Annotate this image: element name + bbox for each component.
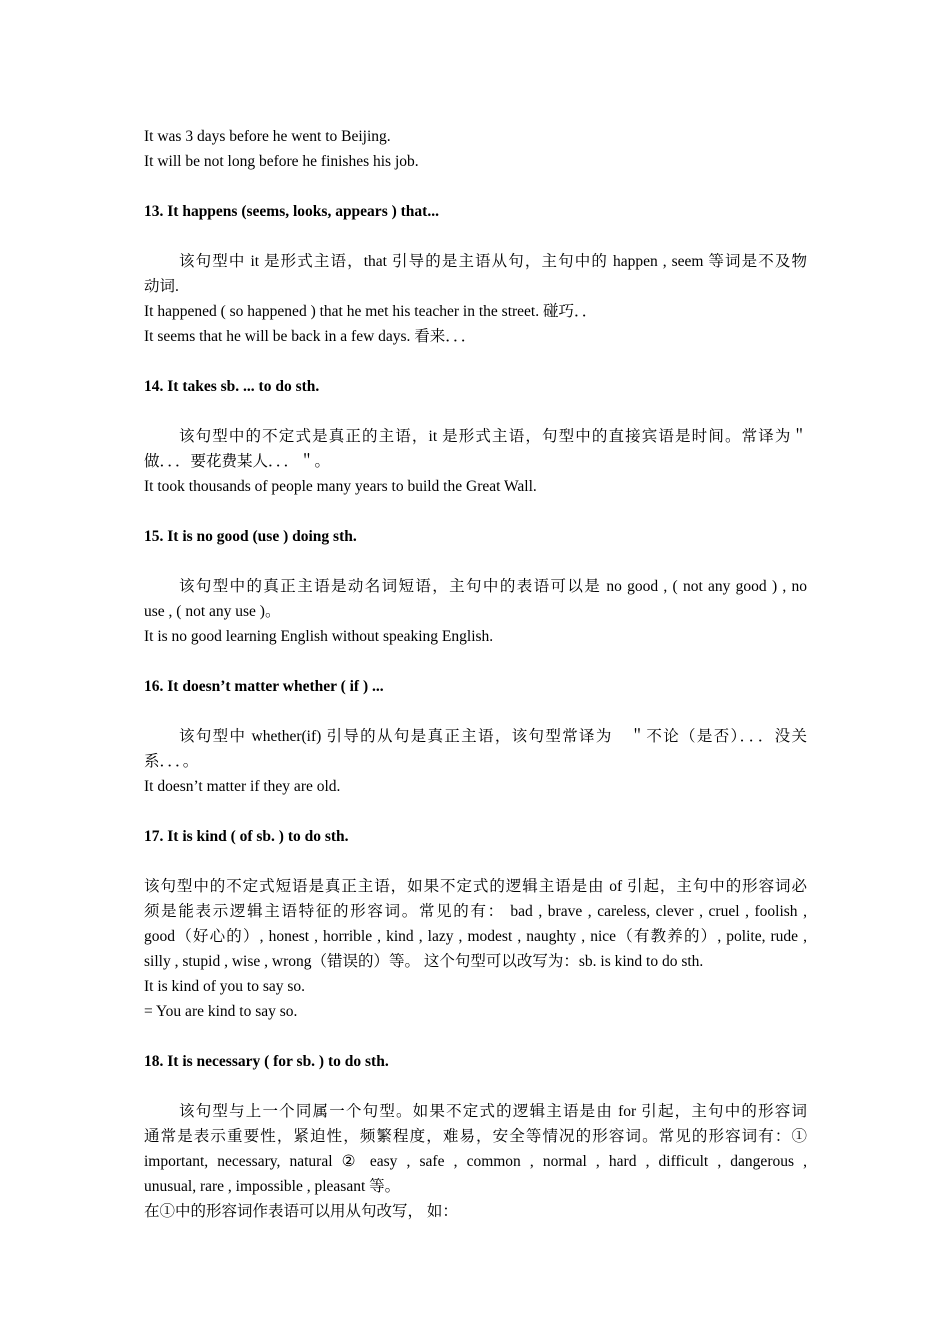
- text-line: unusual, rare , impossible , pleasant 等。: [144, 1178, 401, 1195]
- text-line: = You are kind to say so.: [144, 1003, 298, 1020]
- text-line: 动词.: [144, 278, 179, 295]
- blank-line: [144, 349, 807, 374]
- paragraph-line: good（好心的）, honest , horrible , kind , lazy , modest , naughty , nice（有教养的）, polite, rude ,: [144, 928, 807, 945]
- text-line: It was 3 days before he went to Beijing.: [144, 128, 391, 145]
- text-line: silly , stupid , wise , wrong（错误的）等。 这个句型可以改写为：sb. is kind to do sth.: [144, 953, 704, 970]
- text-line: 做．．．要花费某人．．．＂。: [144, 453, 331, 470]
- text-line: It seems that he will be back in a few days. 看来．．．: [144, 328, 477, 345]
- paragraph-first-line: 该句型中 whether(if) 引导的从句是真正主语，该句型常译为 ＂不论（是否）．．．没关: [179, 728, 807, 745]
- text-line: use , ( not any use )。: [144, 603, 281, 620]
- section-heading: 13. It happens (seems, looks, appears ) that...: [144, 203, 439, 220]
- blank-line: [144, 499, 807, 524]
- blank-line: [144, 849, 807, 874]
- section-heading: 17. It is kind ( of sb. ) to do sth.: [144, 828, 349, 845]
- text-line: It is kind of you to say so.: [144, 978, 306, 995]
- text-line: It happened ( so happened ) that he met his teacher in the street. 碰巧．．: [144, 303, 598, 320]
- blank-line: [144, 174, 807, 199]
- blank-line: [144, 649, 807, 674]
- blank-line: [144, 549, 807, 574]
- text-line: 在①中的形容词作表语可以用从句改写， 如：: [144, 1203, 458, 1220]
- blank-line: [144, 399, 807, 424]
- blank-line: [144, 799, 807, 824]
- paragraph-line: 该句型中的不定式短语是真正主语，如果不定式的逻辑主语是由 of 引起，主句中的形容词必: [144, 878, 807, 895]
- paragraph-first-line: 该句型中的不定式是真正的主语，it 是形式主语，句型中的直接宾语是时间。常译为＂: [179, 428, 807, 445]
- paragraph-line: 通常是表示重要性，紧迫性，频繁程度，难易，安全等情况的形容词。常见的形容词有：①: [144, 1128, 807, 1145]
- section-heading: 18. It is necessary ( for sb. ) to do sth.: [144, 1053, 389, 1070]
- section-heading: 14. It takes sb. ... to do sth.: [144, 378, 320, 395]
- blank-line: [144, 1074, 807, 1099]
- section-heading: 15. It is no good (use ) doing sth.: [144, 528, 357, 545]
- blank-line: [144, 224, 807, 249]
- blank-line: [144, 1024, 807, 1049]
- paragraph-line: important, necessary, natural ② easy , safe , common , normal , hard , difficult , dangerous ,: [144, 1153, 807, 1170]
- text-line: It will be not long before he finishes his job.: [144, 153, 419, 170]
- text-line: It doesn’t matter if they are old.: [144, 778, 341, 795]
- paragraph-first-line: 该句型中的真正主语是动名词短语，主句中的表语可以是 no good , ( not any good ) , no: [179, 578, 807, 595]
- text-line: 系．．．。: [144, 753, 199, 770]
- paragraph-first-line: 该句型与上一个同属一个句型。如果不定式的逻辑主语是由 for 引起，主句中的形容词: [179, 1103, 807, 1120]
- blank-line: [144, 699, 807, 724]
- section-heading: 16. It doesn’t matter whether ( if ) ...: [144, 678, 384, 695]
- paragraph-first-line: 该句型中 it 是形式主语，that 引导的是主语从句，主句中的 happen , seem 等词是不及物: [179, 253, 807, 270]
- paragraph-line: 须是能表示逻辑主语特征的形容词。常见的有： bad , brave , careless, clever , cruel , foolish ,: [144, 903, 807, 920]
- text-line: It is no good learning English without speaking English.: [144, 628, 494, 645]
- text-line: It took thousands of people many years to build the Great Wall.: [144, 478, 537, 495]
- document-body: [144, 124, 807, 1224]
